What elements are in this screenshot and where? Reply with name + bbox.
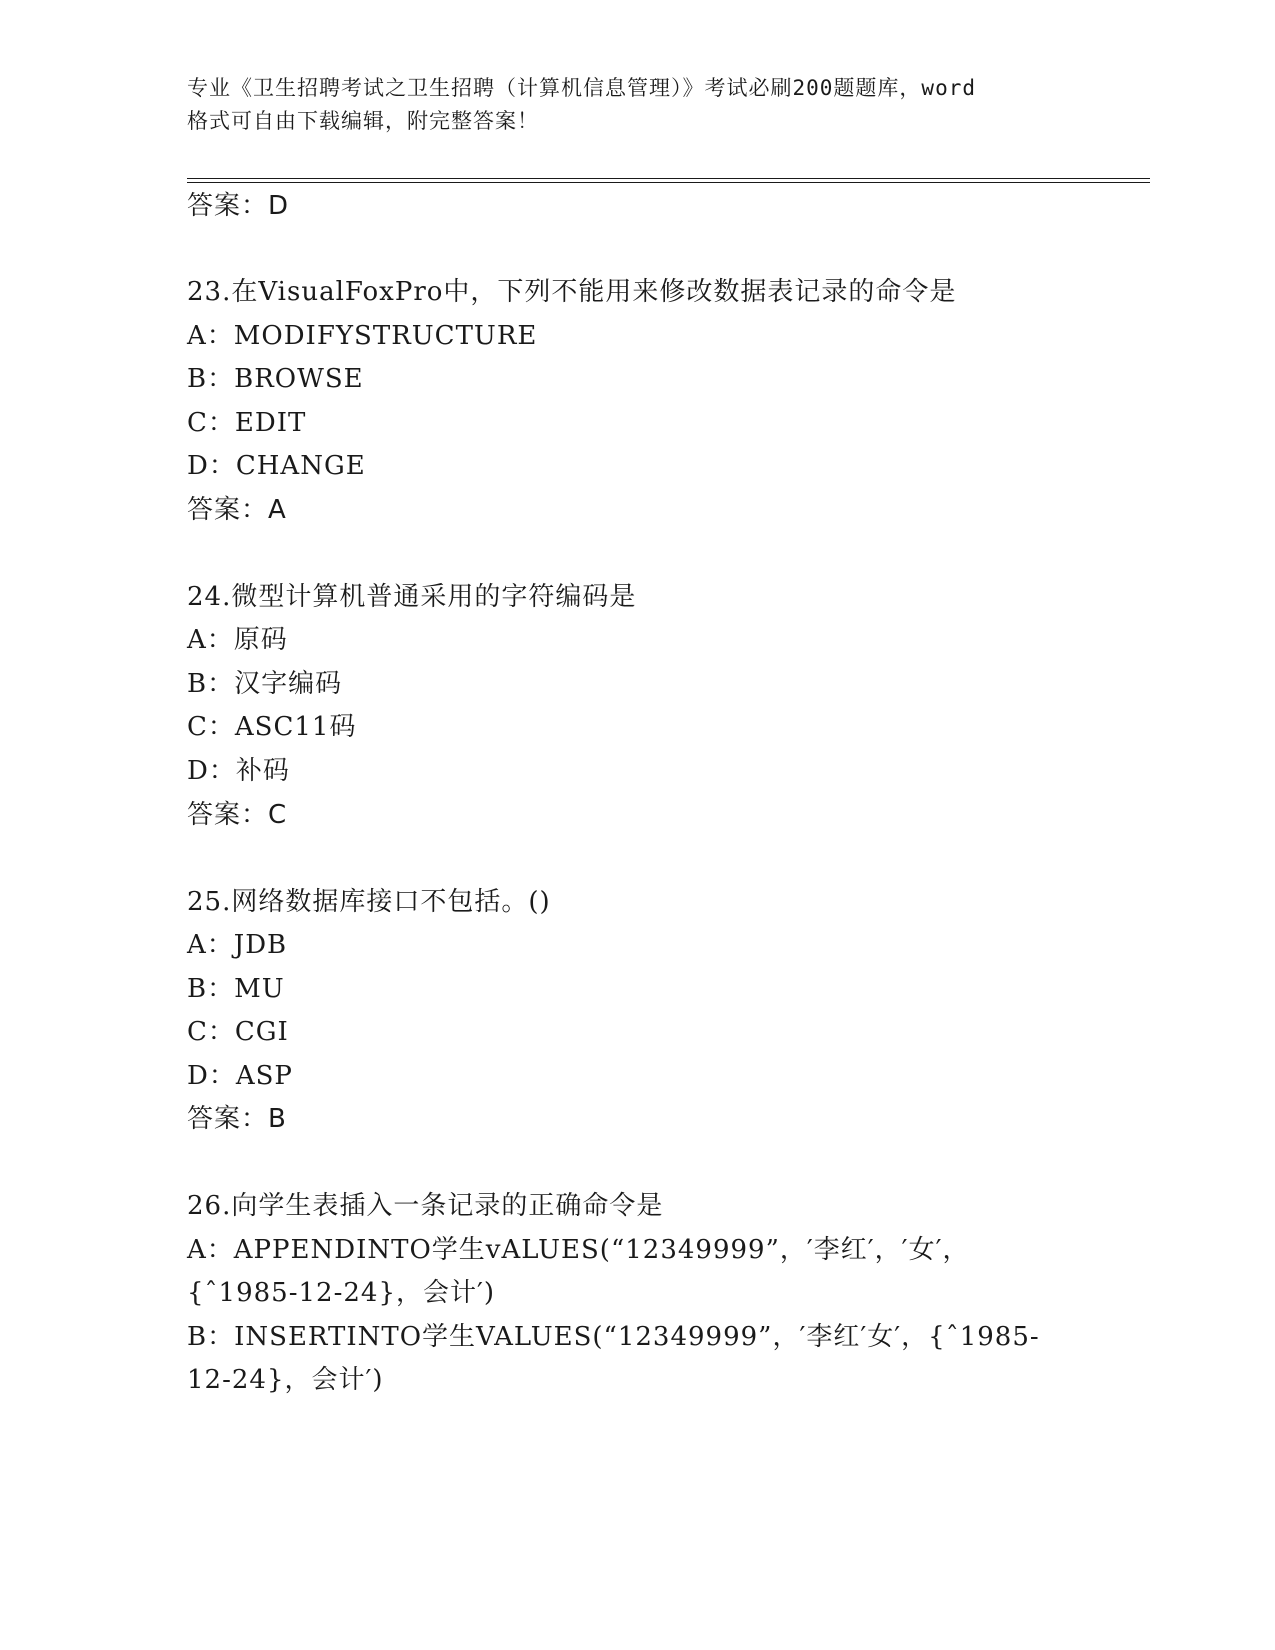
question-24-stem: 24.微型计算机普通采用的字符编码是: [187, 582, 637, 612]
document-header: [187, 72, 1087, 138]
previous-answer: 答案：D: [187, 191, 290, 221]
question-24-option-d: D：补码: [187, 756, 290, 786]
question-24-option-c: C：ASC11码: [187, 712, 357, 742]
question-23-option-a: A：MODIFYSTRUCTURE: [187, 321, 538, 351]
question-24-option-b: B：汉字编码: [187, 669, 343, 699]
question-25-option-a: A：JDB: [187, 930, 288, 960]
question-25-option-b: B：MU: [187, 974, 285, 1004]
header-line-2: 格式可自由下载编辑，附完整答案！: [187, 109, 539, 133]
question-23-answer: 答案：A: [187, 495, 287, 525]
question-26-stem: 26.向学生表插入一条记录的正确命令是: [187, 1191, 664, 1221]
question-24-option-a: A：原码: [187, 625, 288, 655]
question-26-option-a-continued: {ˆ1985-12-24}，会计′): [187, 1278, 496, 1308]
question-23-stem: 23.在VisualFoxPro中，下列不能用来修改数据表记录的命令是: [187, 277, 957, 307]
header-line-1: 专业《卫生招聘考试之卫生招聘（计算机信息管理）》考试必刷200题题库，word: [187, 76, 976, 100]
question-23-option-b: B：BROWSE: [187, 364, 364, 394]
header-divider-top: [187, 178, 1150, 179]
question-23-option-d: D：CHANGE: [187, 451, 366, 481]
question-26-option-a: A：APPENDINTO学生vALUES(“12349999”，′李红′，′女′，: [187, 1235, 970, 1265]
question-25-option-c: C：CGI: [187, 1017, 289, 1047]
question-25-stem: 25.网络数据库接口不包括。(): [187, 887, 551, 917]
question-26-option-b: B：INSERTINTO学生VALUES(“12349999”，′李红′女′，{ˆ1985-: [187, 1322, 1040, 1352]
header-divider-bottom: [187, 182, 1150, 183]
question-25-answer: 答案：B: [187, 1104, 287, 1134]
question-24-answer: 答案：C: [187, 800, 288, 830]
question-23-option-c: C：EDIT: [187, 408, 307, 438]
question-25-option-d: D：ASP: [187, 1061, 293, 1091]
question-26-option-b-continued: 12-24}，会计′): [187, 1365, 384, 1395]
